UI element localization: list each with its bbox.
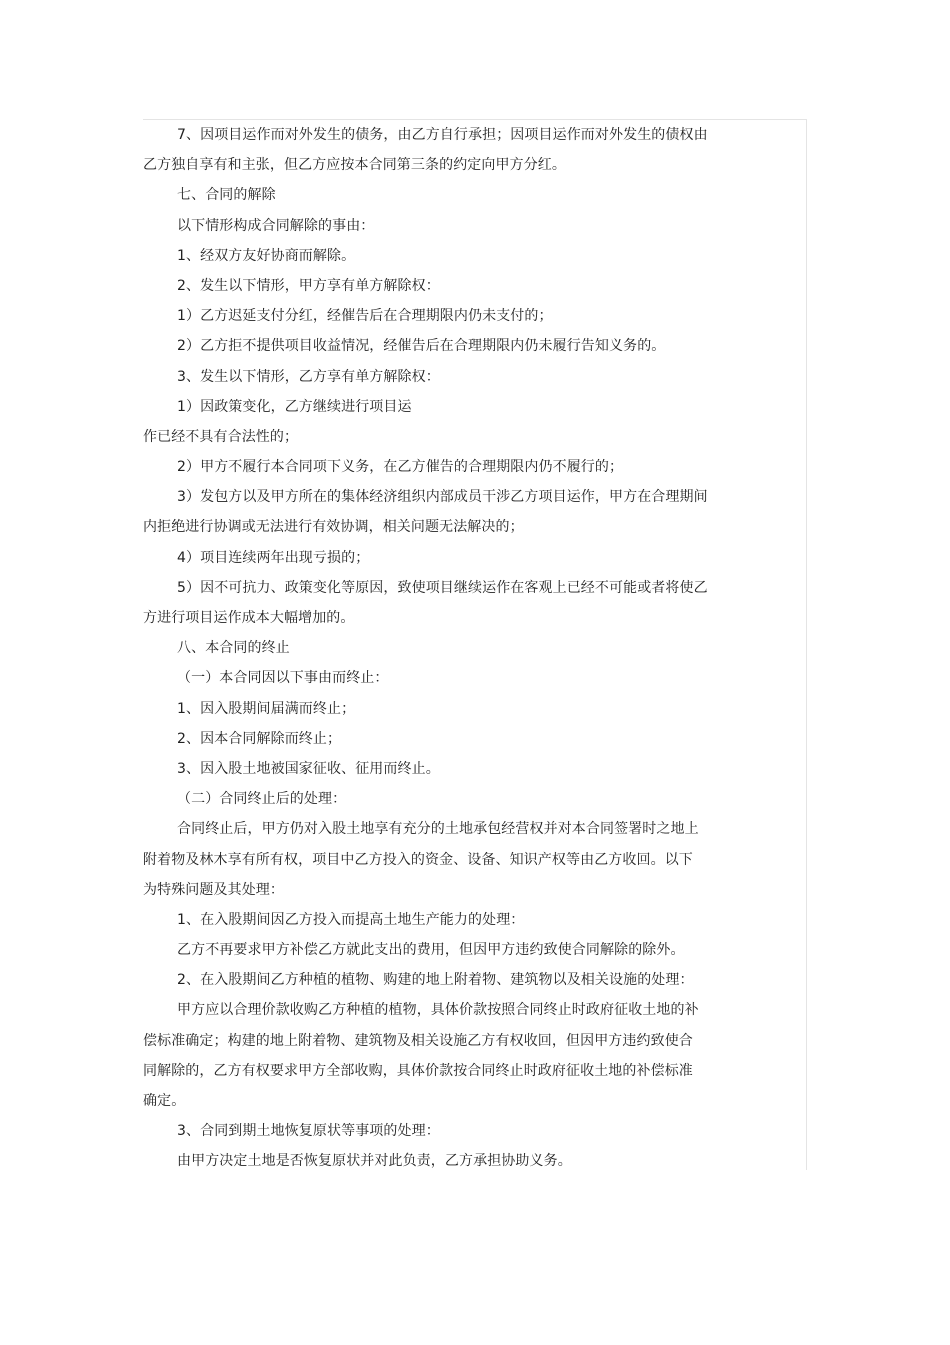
text-line: 7、因项目运作而对外发生的债务，由乙方自行承担；因项目运作而对外发生的债权由 <box>177 127 708 143</box>
text-line: 2、因本合同解除而终止； <box>177 730 342 747</box>
text-line: 附着物及林木享有所有权，项目中乙方投入的资金、设备、知识产权等由乙方收回。以下 <box>143 851 693 868</box>
text-line: （一）本合同因以下事由而终止： <box>177 670 389 687</box>
text-line: 由甲方决定土地是否恢复原状并对此负责，乙方承担协助义务。 <box>177 1153 572 1170</box>
text-line: 合同终止后，甲方仍对入股土地享有充分的土地承包经营权并对本合同签署时之地上 <box>177 821 699 838</box>
text-line: 作已经不具有合法性的； <box>143 428 299 445</box>
text-line: 1）因政策变化，乙方继续进行项目运 <box>177 398 412 415</box>
text-line: 3）发包方以及甲方所在的集体经济组织内部成员干涉乙方项目运作，甲方在合理期间 <box>177 489 708 506</box>
text-line: 为特殊问题及其处理： <box>143 881 284 898</box>
text-line: 2）乙方拒不提供项目收益情况，经催告后在合理期限内仍未履行告知义务的。 <box>177 338 666 355</box>
text-line: 乙方独自享有和主张，但乙方应按本合同第三条的约定向甲方分红。 <box>143 157 566 174</box>
text-line: 2、发生以下情形，甲方享有单方解除权： <box>177 277 440 294</box>
text-line: 1、因入股期间届满而终止； <box>177 700 356 717</box>
text-line: 八、本合同的终止 <box>177 640 290 657</box>
text-line: 1）乙方迟延支付分红，经催告后在合理期限内仍未支付的； <box>177 308 553 325</box>
text-line: 以下情形构成合同解除的事由： <box>177 217 375 234</box>
document-body <box>143 120 743 1177</box>
text-line: 内拒绝进行协调或无法进行有效协调，相关问题无法解决的； <box>143 519 524 536</box>
text-line: 偿标准确定；构建的地上附着物、建筑物及相关设施乙方有权收回，但因甲方违约致使合 <box>143 1032 693 1049</box>
text-line: （二）合同终止后的处理： <box>177 791 347 808</box>
text-line: 甲方应以合理价款收购乙方种植的植物，具体价款按照合同终止时政府征收土地的补 <box>177 1002 699 1019</box>
text-line: 方进行项目运作成本大幅增加的。 <box>143 610 355 626</box>
text-line: 3、发生以下情形，乙方享有单方解除权： <box>177 368 440 385</box>
text-line: 5）因不可抗力、政策变化等原因，致使项目继续运作在客观上已经不可能或者将使乙 <box>177 579 708 596</box>
text-line: 乙方不再要求甲方补偿乙方就此支出的费用，但因甲方违约致使合同解除的除外。 <box>177 942 685 959</box>
text-line: 1、在入股期间因乙方投入而提高土地生产能力的处理： <box>177 911 525 928</box>
text-line: 七、合同的解除 <box>177 187 276 204</box>
text-line: 3、因入股土地被国家征收、征用而终止。 <box>177 760 440 777</box>
text-line: 确定。 <box>143 1093 186 1109</box>
text-line: 1、经双方友好协商而解除。 <box>177 247 356 264</box>
text-line: 同解除的，乙方有权要求甲方全部收购，具体价款按合同终止时政府征收土地的补偿标准 <box>143 1062 693 1079</box>
text-line: 2、在入股期间乙方种植的植物、购建的地上附着物、建筑物以及相关设施的处理： <box>177 972 694 989</box>
text-line: 2）甲方不履行本合同项下义务，在乙方催告的合理期限内仍不履行的； <box>177 459 624 476</box>
text-line: 3、合同到期土地恢复原状等事项的处理： <box>177 1123 440 1140</box>
text-line: 4）项目连续两年出现亏损的； <box>177 549 370 566</box>
